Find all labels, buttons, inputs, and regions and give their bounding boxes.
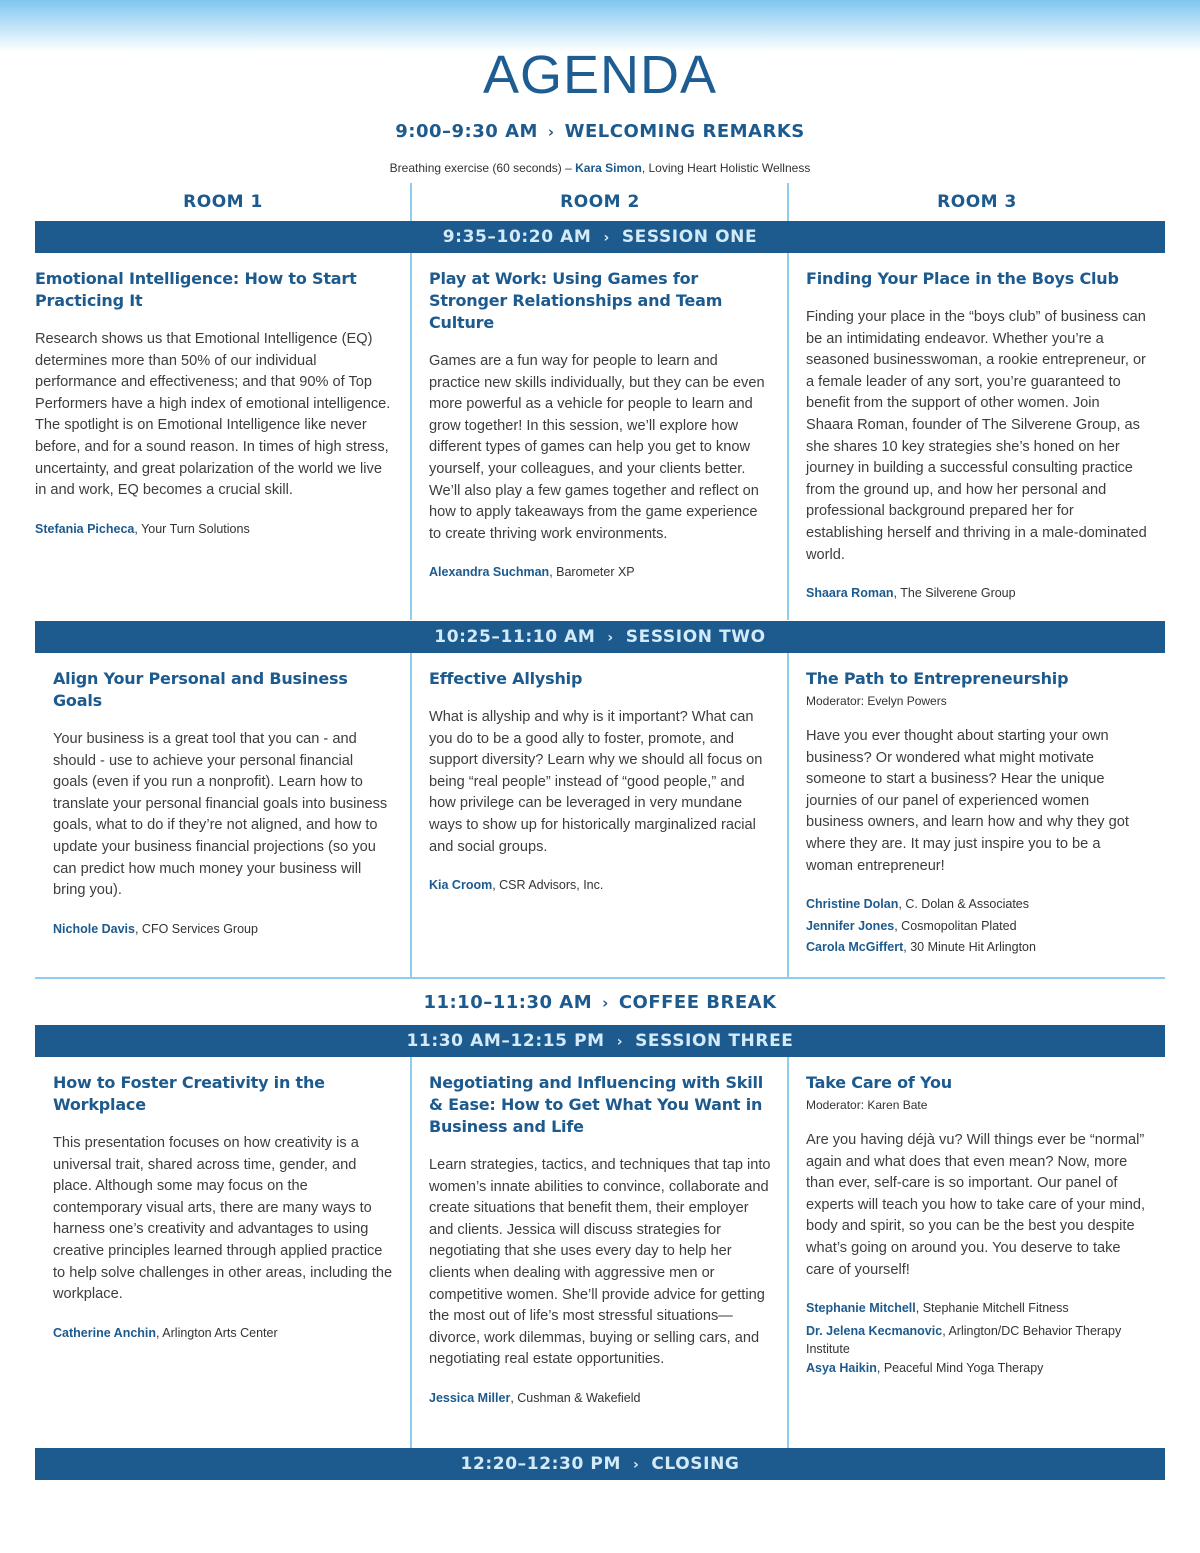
- session-one-room-1: [35, 268, 397, 540]
- speaker-name: Nichole Davis: [53, 921, 135, 936]
- speaker-name: Shaara Roman: [806, 586, 894, 601]
- speaker-org: , Your Turn Solutions: [134, 521, 250, 536]
- speaker-org: , Cushman & Wakefield: [510, 1390, 641, 1405]
- room-header-row: [35, 183, 1165, 221]
- speaker-org: , Barometer XP: [549, 565, 635, 580]
- talk-description: Have you ever thought about starting your own business? Or wondered what might motivate someone to start a business? Hear the unique journies of our panel of experienced women business owners, and learn how and why they got where they are. It may just inspire you to be a woman entrepreneur!: [806, 728, 1129, 874]
- talk-description: Finding your place in the “boys club” of business can be an intimidating endeavor. Whether you’re a seasoned businesswoman, a rookie entrepreneur, or a female leader of any sort, you’re guaranteed to benefit from the support of other women. Join Shaara Roman, founder of The Silverene Group, as she shares 10 key strategies she’s honed on her journey in building a successful consulting practice from the ground up, and how her personal and professional background prepared her for establishing herself and thriving in a male-dominated world.: [806, 309, 1147, 563]
- session-one-time: 9:35–10:20 AM: [442, 227, 592, 247]
- speaker-org: , Peaceful Mind Yoga Therapy: [876, 1360, 1044, 1375]
- session-two-time: 10:25–11:10 AM: [434, 627, 596, 647]
- talk-title: Emotional Intelligence: How to Start Practicing It: [35, 269, 357, 310]
- talk-description: This presentation focuses on how creativity is a universal trait, shared across time, gender, and place. Although some may focus on the contemporary visual arts, there are many ways to harness one’s creativity and advantages to using creative principles learned through applied practice to help solve challenges in other areas, including the workplace.: [53, 1135, 393, 1303]
- divider: [787, 652, 789, 977]
- speaker-line: [429, 875, 769, 897]
- session-two-room-3: [806, 668, 1150, 959]
- speaker-name: Kia Croom: [429, 878, 493, 893]
- talk-title: Negotiating and Influencing with Skill & Ease: How to Get What You Want in Business and Life: [429, 1073, 764, 1136]
- closing-band: [35, 1448, 1165, 1480]
- speaker-name: Jennifer Jones: [806, 918, 895, 933]
- divider: [410, 652, 412, 977]
- welcome-heading: [0, 121, 1200, 142]
- speaker-name: Stefania Picheca: [35, 521, 135, 536]
- speaker-org: , Stephanie Mitchell Fitness: [915, 1301, 1069, 1316]
- session-two-label: SESSION TWO: [625, 627, 766, 647]
- welcome-label: WELCOMING REMARKS: [564, 121, 805, 142]
- speaker-org: , Cosmopolitan Plated: [894, 918, 1017, 933]
- speaker-name: Christine Dolan: [806, 897, 899, 912]
- session-three-label: SESSION THREE: [635, 1031, 794, 1051]
- speaker-org: , The Silverene Group: [893, 586, 1016, 601]
- speaker-name: Alexandra Suchman: [429, 565, 550, 580]
- room-2-header: ROOM 2: [560, 192, 640, 212]
- speaker-name: Carola McGiffert: [806, 940, 904, 955]
- speaker-line: [806, 1322, 1150, 1358]
- moderator-line: Moderator: Evelyn Powers: [806, 694, 947, 708]
- session-one-label: SESSION ONE: [621, 227, 758, 247]
- closing-time: 12:20–12:30 PM: [460, 1454, 621, 1474]
- speaker-line: [806, 1298, 1150, 1320]
- chevron-right-icon: ›: [547, 123, 555, 141]
- divider: [410, 183, 412, 221]
- session-three-time: 11:30 AM–12:15 PM: [406, 1031, 605, 1051]
- chevron-right-icon: ›: [602, 994, 609, 1012]
- chevron-right-icon: ›: [632, 1457, 640, 1473]
- speaker-line: [53, 919, 389, 941]
- coffee-break-time: 11:10–11:30 AM: [423, 992, 593, 1013]
- moderator-line: Moderator: Karen Bate: [806, 1098, 928, 1112]
- session-two-room-1: [53, 668, 389, 940]
- welcome-subline: [0, 161, 1200, 175]
- divider: [410, 252, 412, 620]
- chevron-right-icon: ›: [603, 230, 610, 246]
- speaker-name: Stephanie Mitchell: [806, 1301, 916, 1316]
- welcome-speaker-org: , Loving Heart Holistic Wellness: [641, 161, 811, 175]
- talk-description: Research shows us that Emotional Intelligence (EQ) determines more than 50% of our individual performance and effectiveness; and that 90% of Top Performers have a high index of emotional intelligence. The spotlight is on Emotional Intelligence like never before, and for a sound reason. In times of high stress, uncertainty, and great polarization of the world we live in and work, EQ becomes a crucial skill.: [35, 331, 391, 499]
- speaker-org: , Arlington Arts Center: [156, 1325, 278, 1340]
- speaker-line: [429, 562, 769, 584]
- speaker-line: [806, 583, 1150, 605]
- divider: [35, 977, 1165, 979]
- talk-description: Your business is a great tool that you can - and should - use to achieve your personal financial goals (even if you run a nonprofit). Learn how to translate your personal financial goals into business goals, what to do if they’re not aligned, and how to update your business financial projections (so you can predict how much money your business will bring you).: [53, 731, 388, 899]
- speaker-line: [806, 894, 1150, 916]
- speaker-line: [53, 1323, 393, 1345]
- session-three-room-1: [53, 1072, 393, 1344]
- talk-title: The Path to Entrepreneurship: [806, 669, 1069, 688]
- talk-title: Play at Work: Using Games for Stronger Relationships and Team Culture: [429, 269, 723, 332]
- speaker-line: [35, 519, 397, 541]
- talk-title: Effective Allyship: [429, 669, 583, 688]
- speaker-org: , 30 Minute Hit Arlington: [903, 940, 1036, 955]
- session-two-room-2: [429, 668, 769, 897]
- speaker-line: [806, 916, 1150, 938]
- divider: [787, 183, 789, 221]
- divider: [410, 1056, 412, 1448]
- chevron-right-icon: ›: [607, 630, 614, 646]
- room-1-header: ROOM 1: [183, 192, 263, 212]
- talk-title: Align Your Personal and Business Goals: [53, 669, 348, 710]
- speaker-line: [806, 937, 1150, 959]
- talk-description: Learn strategies, tactics, and techniques that tap into women’s innate abilities to convince, collaborate and create situations that benefit them, their employer and clients. Jessica will discuss strategies for negotiating that she uses every day to help her clients when dealing with aggressive men or competitive women. She’ll provide advice for getting the most out of life’s most stressful situations—divorce, work dilemmas, buying or selling cars, and negotiating real estate opportunities.: [429, 1157, 771, 1368]
- welcome-exercise: Breathing exercise (60 seconds) –: [389, 161, 572, 175]
- session-three-band: [35, 1025, 1165, 1057]
- session-one-room-2: [429, 268, 769, 584]
- closing-label: CLOSING: [651, 1454, 740, 1474]
- speaker-line: [429, 1388, 771, 1410]
- welcome-time: 9:00–9:30 AM: [395, 121, 538, 142]
- speaker-org: , CSR Advisors, Inc.: [492, 878, 604, 893]
- speaker-org: , C. Dolan & Associates: [898, 897, 1029, 912]
- speaker-name: Jessica Miller: [429, 1390, 511, 1405]
- talk-title: Take Care of You: [806, 1073, 952, 1092]
- session-one-room-3: [806, 268, 1150, 605]
- speaker-name: Dr. Jelena Kecmanovic: [806, 1323, 943, 1338]
- talk-description: Games are a fun way for people to learn and practice new skills individually, but they can be even more powerful as a vehicle for people to learn and grow together! In this session, we’ll explore how different types of games can help you get to know yourself, your colleagues, and your clients better. We’ll also play a few games together and reflect on how to apply takeaways from the game experience to create thriving work environments.: [429, 353, 765, 542]
- page-title: AGENDA: [482, 45, 718, 105]
- talk-title: Finding Your Place in the Boys Club: [806, 269, 1119, 288]
- session-two-band: [35, 621, 1165, 653]
- session-three-room-3: [806, 1072, 1150, 1379]
- room-3-header: ROOM 3: [937, 192, 1017, 212]
- speaker-line: [806, 1358, 1150, 1380]
- welcome-speaker-name: Kara Simon: [575, 161, 642, 175]
- speaker-org: , Arlington/DC Behavior Therapy Institute: [806, 1323, 1122, 1356]
- speaker-name: Catherine Anchin: [53, 1325, 157, 1340]
- coffee-break-heading: [0, 992, 1200, 1013]
- coffee-break-label: COFFEE BREAK: [618, 992, 777, 1013]
- session-three-room-2: [429, 1072, 771, 1409]
- talk-description: What is allyship and why is it important? What can you do to be a good ally to foster, promote, and support diversity? Learn why we should all focus on being “real people” instead of “good people,” and how privilege can be leveraged in very mundane ways to show up for historically marginalized racial and social groups.: [429, 709, 763, 855]
- divider: [787, 252, 789, 620]
- session-one-band: [35, 221, 1165, 253]
- talk-title: How to Foster Creativity in the Workplace: [53, 1073, 325, 1114]
- divider: [787, 1056, 789, 1448]
- speaker-org: , CFO Services Group: [134, 921, 258, 936]
- chevron-right-icon: ›: [616, 1034, 624, 1050]
- talk-description: Are you having déjà vu? Will things ever be “normal” again and what does that even mean? Now, more than ever, self-care is so important. Our panel of experts will teach you how to take care of your mind, body and spirit, so you can be the best you despite what’s going on around you. You deserve to take care of yourself!: [806, 1132, 1146, 1278]
- speaker-name: Asya Haikin: [806, 1360, 877, 1375]
